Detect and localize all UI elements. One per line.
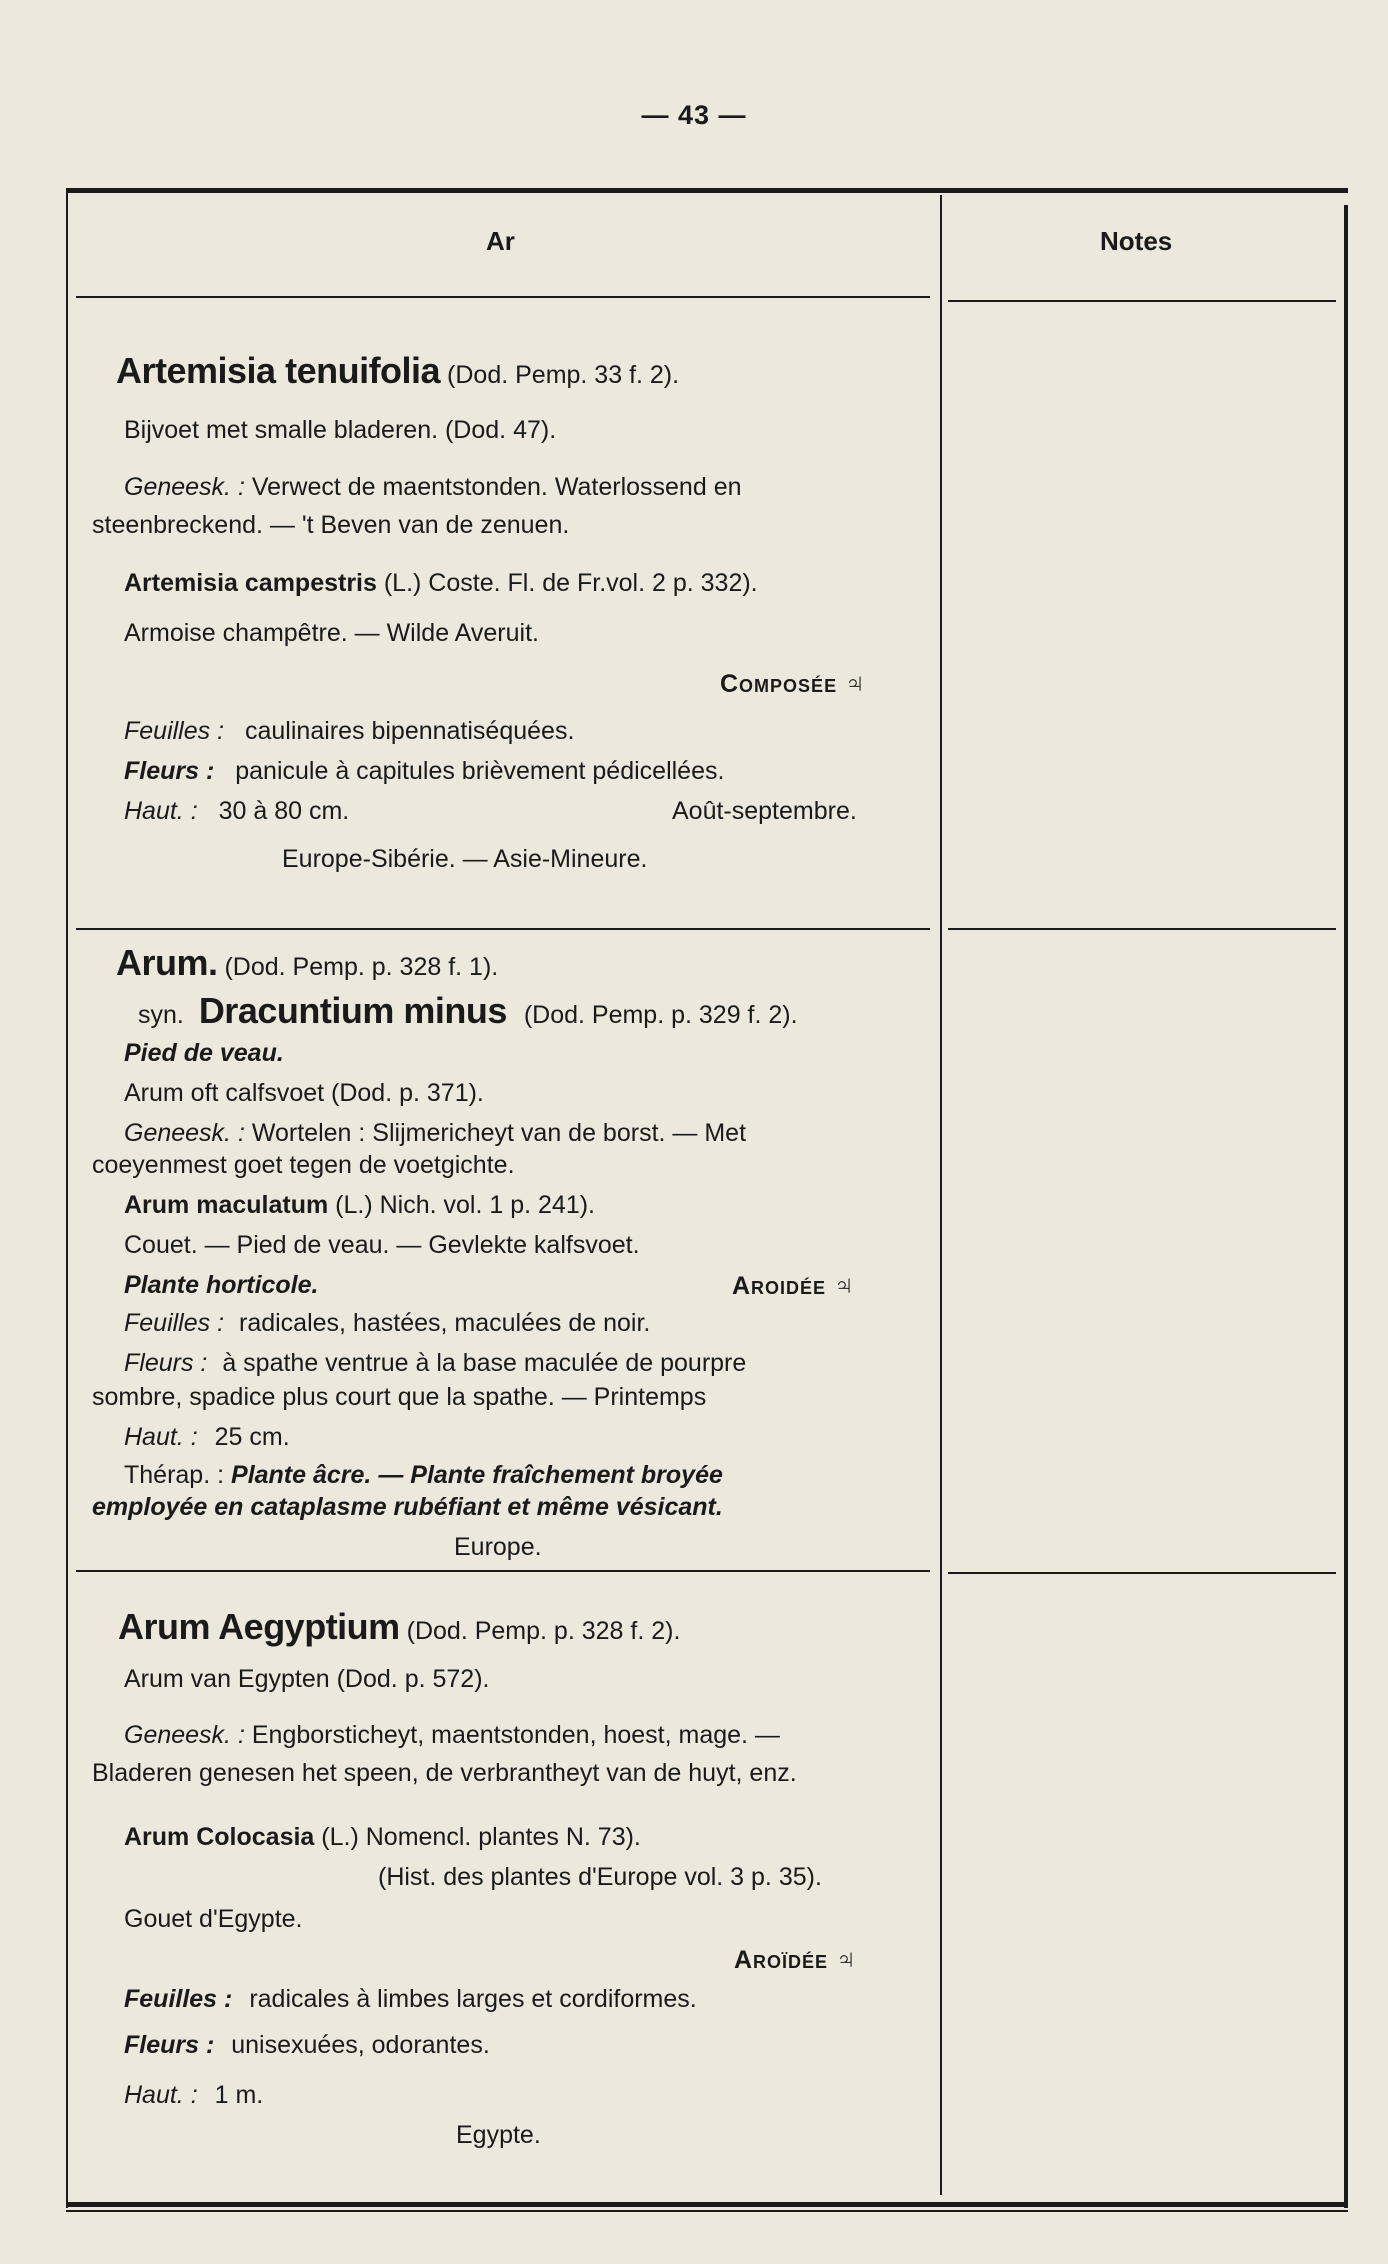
geneesk-continued: steenbreckend. — 't Beven van de zenuen. [92, 511, 570, 539]
plant-family: Aroïdée [734, 1946, 829, 1974]
entry-arum-aegyptium-title [118, 1606, 681, 1647]
feuilles-line [124, 716, 574, 746]
feuilles-label: Feuilles : [124, 1985, 233, 2013]
linnaean-name: Artemisia campestris [124, 569, 377, 597]
fleurs-continued: sombre, spadice plus court que la spathe. — Printemps [92, 1383, 707, 1411]
linnaean-reference-2: (Hist. des plantes d'Europe vol. 3 p. 35). [378, 1863, 822, 1891]
haut-label: Haut. : [124, 1423, 198, 1451]
haut-label: Haut. : [124, 797, 198, 825]
feuilles-label: Feuilles : [124, 1309, 225, 1337]
entry-artemisia-tenuifolia-title [116, 350, 680, 391]
family-line [734, 1944, 855, 1975]
geneesk-label: Geneesk. : [124, 1119, 245, 1147]
flowering-season: Août-septembre. [672, 797, 857, 825]
family-line [732, 1270, 853, 1301]
column-header-notes: Notes [1100, 226, 1173, 256]
notes-separator-2 [948, 1572, 1336, 1574]
haut-line [124, 796, 349, 826]
linnaean-reference: (L.) Nich. vol. 1 p. 241). [335, 1191, 595, 1219]
geneesk-continued: coeyenmest goet tegen de voetgichte. [92, 1151, 515, 1179]
cultivation-note: Plante horticole. [124, 1271, 319, 1299]
flemish-name: Bijvoet met smalle bladeren. (Dod. 47). [124, 416, 557, 444]
table-bottom-rule [66, 2210, 1348, 2212]
entry-separator-2 [76, 1570, 930, 1572]
common-names: Couet. — Pied de veau. — Gevlekte kalfsvoet. [124, 1231, 640, 1259]
linnaean-name-line [124, 1822, 641, 1852]
plant-reference: (Dod. Pemp. p. 328 f. 1). [224, 953, 499, 981]
therap-text: Plante âcre. — Plante fraîchement broyée [231, 1461, 723, 1489]
header-rule-right [948, 300, 1336, 302]
flemish-name: Arum oft calfsvoet (Dod. p. 371). [124, 1079, 484, 1107]
geneesk-line [124, 472, 742, 502]
haut-text: 1 m. [214, 2081, 264, 2109]
therap-continued: employée en cataplasme rubéfiant et même vésicant. [92, 1493, 723, 1521]
haut-text: 30 à 80 cm. [218, 797, 350, 825]
haut-line [124, 1422, 290, 1452]
distribution: Europe-Sibérie. — Asie-Mineure. [282, 845, 648, 873]
geneesk-label: Geneesk. : [124, 1721, 245, 1749]
synonym-reference: (Dod. Pemp. p. 329 f. 2). [523, 1001, 798, 1029]
haut-text: 25 cm. [214, 1423, 290, 1451]
fleurs-text: à spathe ventrue à la base maculée de pourpre [222, 1349, 747, 1377]
linnaean-name: Arum Colocasia [124, 1823, 315, 1851]
plant-name: Arum. [116, 942, 218, 983]
geneesk-text: Verwect de maentstonden. Waterlossend en [251, 473, 742, 501]
perennial-symbol-icon: ♃ [832, 1269, 854, 1300]
feuilles-text: radicales à limbes larges et cordiformes. [249, 1985, 697, 2013]
table-bottom-border [66, 2202, 1348, 2207]
therap-line [124, 1460, 723, 1490]
haut-line [124, 2080, 263, 2110]
fleurs-text: unisexuées, odorantes. [231, 2031, 490, 2059]
linnaean-name-line [124, 568, 758, 598]
fleurs-label: Fleurs : [124, 757, 215, 785]
fleurs-line [124, 1348, 746, 1378]
feuilles-line [124, 1984, 697, 2014]
page-number: — 43 — [641, 100, 747, 130]
synonym-label: syn. [138, 1001, 184, 1029]
flemish-name: Arum van Egypten (Dod. p. 572). [124, 1665, 490, 1693]
plant-name: Arum Aegyptium [118, 1606, 400, 1647]
feuilles-label: Feuilles : [124, 717, 225, 745]
table-right-border [1344, 205, 1348, 2208]
entry-separator-1 [76, 928, 930, 930]
fleurs-line [124, 756, 724, 786]
perennial-symbol-icon: ♃ [843, 667, 865, 698]
common-names: Gouet d'Egypte. [124, 1905, 303, 1933]
fleurs-text: panicule à capitules brièvement pédicellées. [235, 757, 725, 785]
fleurs-label: Fleurs : [124, 2031, 215, 2059]
french-name: Pied de veau. [124, 1039, 284, 1067]
haut-label: Haut. : [124, 2081, 198, 2109]
family-line [720, 668, 864, 699]
geneesk-line [124, 1118, 746, 1148]
entry-arum-title [116, 942, 499, 983]
distribution: Egypte. [456, 2121, 541, 2149]
linnaean-name: Arum maculatum [124, 1191, 329, 1219]
plant-reference: (Dod. Pemp. p. 328 f. 2). [406, 1617, 681, 1645]
plant-reference: (Dod. Pemp. 33 f. 2). [447, 361, 680, 389]
synonym-name: Dracuntium minus [198, 990, 507, 1031]
linnaean-name-line [124, 1190, 595, 1220]
geneesk-continued: Bladeren genesen het speen, de verbrantheyt van de huyt, enz. [92, 1759, 797, 1787]
distribution: Europe. [454, 1533, 542, 1561]
geneesk-text: Wortelen : Slijmericheyt van de borst. — Met [251, 1119, 747, 1147]
common-names: Armoise champêtre. — Wilde Averuit. [124, 619, 539, 647]
feuilles-text: caulinaires bipennatiséquées. [245, 717, 575, 745]
geneesk-line [124, 1720, 780, 1750]
linnaean-reference: (L.) Nomencl. plantes N. 73). [321, 1823, 641, 1851]
plant-family: Aroidée [732, 1272, 827, 1300]
table-left-border [66, 188, 68, 2208]
feuilles-line [124, 1308, 650, 1338]
header-rule-left [76, 296, 930, 298]
fleurs-line [124, 2030, 490, 2060]
plant-family: Composée [720, 670, 838, 698]
therap-label: Thérap. : [124, 1461, 225, 1489]
column-header-ar: Ar [486, 226, 515, 256]
geneesk-text: Engborsticheyt, maentstonden, hoest, mage. — [251, 1721, 780, 1749]
table-top-border [66, 188, 1348, 193]
feuilles-text: radicales, hastées, maculées de noir. [239, 1309, 651, 1337]
synonym-line [138, 990, 798, 1031]
column-divider [940, 195, 942, 2195]
fleurs-label: Fleurs : [124, 1349, 208, 1377]
plant-name: Artemisia tenuifolia [116, 350, 441, 391]
perennial-symbol-icon: ♃ [834, 1943, 856, 1974]
linnaean-reference: (L.) Coste. Fl. de Fr.vol. 2 p. 332). [383, 569, 758, 597]
geneesk-label: Geneesk. : [124, 473, 245, 501]
notes-separator-1 [948, 928, 1336, 930]
